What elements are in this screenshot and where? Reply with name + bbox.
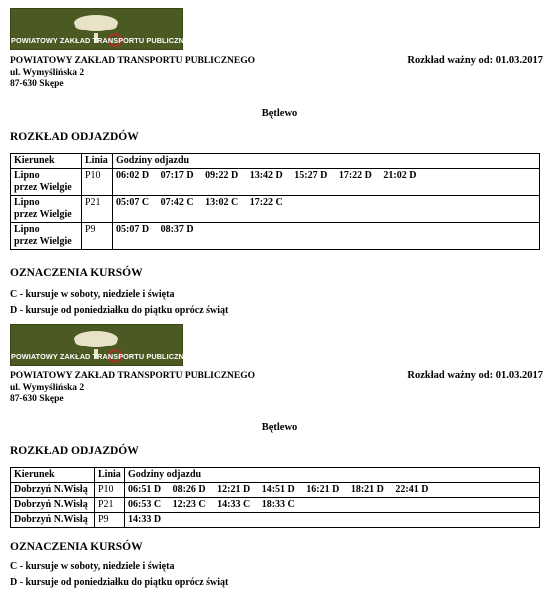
direction-cell — [11, 223, 82, 250]
departure-time: 17:22 D — [338, 170, 372, 181]
line-cell: P21 — [95, 498, 125, 513]
table-row — [11, 483, 540, 498]
table-header-row — [11, 468, 540, 483]
legend-item: C - kursuje w soboty, niedziele i święta — [10, 561, 175, 572]
company-name: POWIATOWY ZAKŁAD TRANSPORTU PUBLICZNEGO — [10, 371, 256, 381]
header-direction: Kierunek — [11, 468, 95, 483]
direction-destination: Lipno — [14, 224, 40, 235]
legend-item: C - kursuje w soboty, niedziele i święta — [10, 289, 175, 300]
departure-time: 18:33 C — [261, 499, 295, 510]
timetable-title: ROZKŁAD ODJAZDÓW — [10, 445, 139, 457]
departure-time: 14:51 D — [261, 484, 295, 495]
departure-time: 05:07 C — [116, 197, 150, 208]
direction-cell — [11, 169, 82, 196]
direction-via: przez Wielgie — [14, 182, 72, 193]
departure-time: 17:22 C — [249, 197, 283, 208]
stop-name: Bętlewo — [261, 108, 298, 119]
legend-item: D - kursuje od poniedziałku do piątku oprócz świąt — [10, 577, 229, 588]
table-row — [11, 498, 540, 513]
line-cell: P10 — [82, 169, 113, 196]
departure-time: 12:21 D — [217, 484, 251, 495]
line-cell: P21 — [82, 196, 113, 223]
departure-time: 21:02 D — [383, 170, 417, 181]
line-cell: P9 — [95, 513, 125, 528]
departure-time: 12:23 C — [172, 499, 206, 510]
departure-time: 07:42 C — [160, 197, 194, 208]
company-name: POWIATOWY ZAKŁAD TRANSPORTU PUBLICZNEGO — [10, 56, 256, 66]
logo-text: POWIATOWY ZAKŁAD TRANSPORTU PUBLICZNEGO — [11, 36, 201, 45]
departure-time: 14:33 D — [128, 514, 162, 525]
departure-time: 13:42 D — [249, 170, 283, 181]
direction-via: przez Wielgie — [14, 209, 72, 220]
departure-time: 22:41 D — [395, 484, 429, 495]
table-row — [11, 169, 540, 196]
line-cell: P9 — [82, 223, 113, 250]
legend-title: OZNACZENIA KURSÓW — [10, 267, 143, 279]
direction-destination: Lipno — [14, 170, 40, 181]
departure-time: 16:21 D — [306, 484, 340, 495]
table-header-row — [11, 154, 540, 169]
direction-via: przez Wielgie — [14, 236, 72, 247]
header-line: Linia — [82, 154, 113, 169]
company-address — [10, 371, 255, 406]
company-city: 87-630 Skępe — [10, 394, 64, 404]
times-cell — [113, 169, 540, 196]
direction-cell: Dobrzyń N.Wisłą — [11, 513, 95, 528]
line-cell: P10 — [95, 483, 125, 498]
departure-time: 15:27 D — [294, 170, 328, 181]
direction-cell: Dobrzyń N.Wisłą — [11, 483, 95, 498]
company-city: 87-630 Skępe — [10, 79, 64, 89]
direction-cell — [11, 196, 82, 223]
logo-text: POWIATOWY ZAKŁAD TRANSPORTU PUBLICZNEGO — [11, 352, 201, 361]
departure-time: 09:22 D — [205, 170, 239, 181]
validity-date: Rozkład ważny od: 01.03.2017 — [407, 370, 543, 381]
times-cell — [113, 196, 540, 223]
table-row — [11, 513, 540, 528]
departure-time: 06:51 D — [128, 484, 162, 495]
table-row — [11, 196, 540, 223]
timetable-table — [10, 467, 540, 528]
departure-time: 08:37 D — [160, 224, 194, 235]
departure-time: 18:21 D — [350, 484, 384, 495]
stop-name: Bętlewo — [261, 422, 298, 433]
timetable-table — [10, 153, 540, 250]
header-direction: Kierunek — [11, 154, 82, 169]
direction-destination: Lipno — [14, 197, 40, 208]
header-line: Linia — [95, 468, 125, 483]
legend-item: D - kursuje od poniedziałku do piątku oprócz świąt — [10, 305, 229, 316]
company-address — [10, 56, 255, 91]
header-times: Godziny odjazdu — [125, 468, 540, 483]
departure-time: 05:07 D — [116, 224, 150, 235]
departure-time: 13:02 C — [205, 197, 239, 208]
departure-time: 08:26 D — [172, 484, 206, 495]
times-cell — [125, 498, 540, 513]
company-logo — [10, 324, 201, 366]
departure-time: 07:17 D — [160, 170, 194, 181]
company-street: ul. Wymyślińska 2 — [10, 67, 85, 78]
validity-date: Rozkład ważny od: 01.03.2017 — [407, 55, 543, 66]
company-street: ul. Wymyślińska 2 — [10, 382, 85, 393]
times-cell — [125, 483, 540, 498]
company-logo — [10, 8, 201, 50]
times-cell — [113, 223, 540, 250]
departure-time: 06:02 D — [116, 170, 150, 181]
header-times: Godziny odjazdu — [113, 154, 540, 169]
table-row — [11, 223, 540, 250]
legend-title: OZNACZENIA KURSÓW — [10, 541, 143, 553]
times-cell — [125, 513, 540, 528]
direction-cell: Dobrzyń N.Wisłą — [11, 498, 95, 513]
departure-time: 14:33 C — [217, 499, 251, 510]
timetable-title: ROZKŁAD ODJAZDÓW — [10, 131, 139, 143]
departure-time: 06:53 C — [128, 499, 162, 510]
